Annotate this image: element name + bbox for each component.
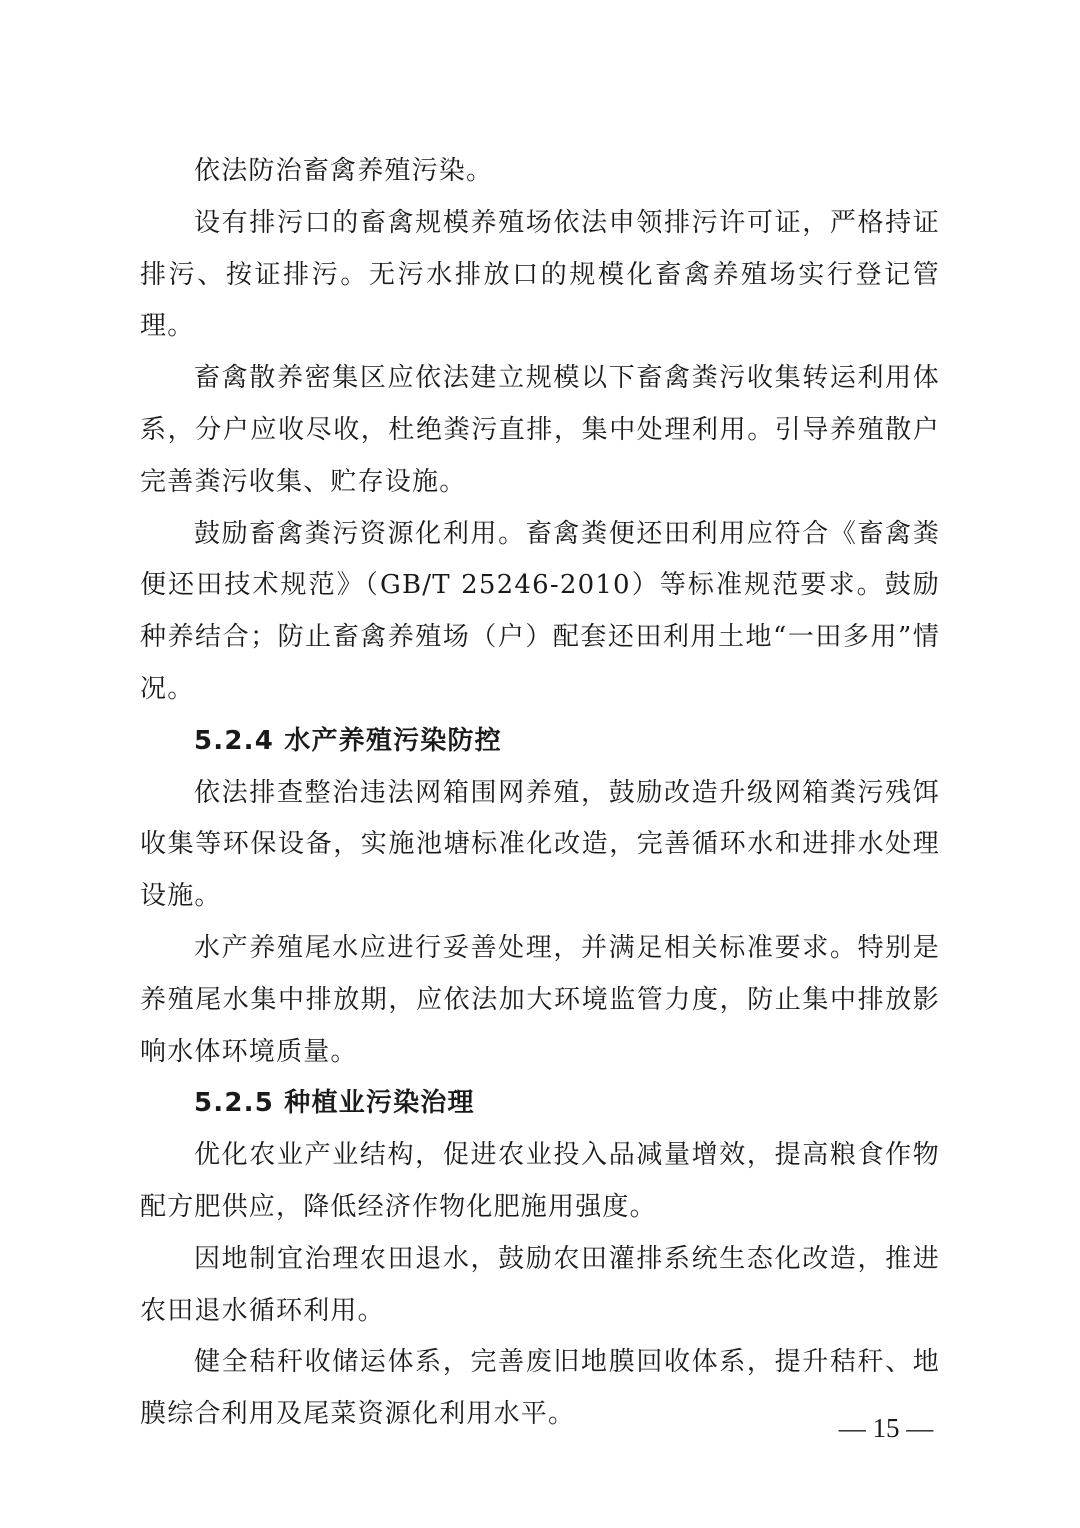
section-heading-5-2-5: 5.2.5 种植业污染治理: [194, 1088, 475, 1119]
paragraph: 鼓励畜禽粪污资源化利用。畜禽粪便还田利用应符合《畜禽粪便还田技术规范》（GB/T 25246-2010）等标准规范要求。鼓励种养结合；防止畜禽养殖场（户）配套还田利用土地“一田多用”情况。: [140, 518, 940, 704]
paragraph: 依法排查整治违法网箱围网养殖，鼓励改造升级网箱粪污残饵收集等环保设备，实施池塘标准化改造，完善循环水和进排水处理设施。: [140, 777, 940, 912]
paragraph: 水产养殖尾水应进行妥善处理，并满足相关标准要求。特别是养殖尾水集中排放期，应依法加大环境监管力度，防止集中排放影响水体环境质量。: [140, 932, 940, 1067]
paragraph: 健全秸秆收储运体系，完善废旧地膜回收体系，提升秸秆、地膜综合利用及尾菜资源化利用水平。: [140, 1347, 940, 1430]
document-body: [140, 146, 940, 1441]
page-number: — 15 —: [838, 1413, 934, 1443]
paragraph: 优化农业产业结构，促进农业投入品减量增效，提高粮食作物配方肥供应，降低经济作物化肥施用强度。: [140, 1140, 940, 1222]
paragraph: 依法防治畜禽养殖污染。: [194, 156, 494, 186]
paragraph: 因地制宜治理农田退水，鼓励农田灌排系统生态化改造，推进农田退水循环利用。: [140, 1243, 940, 1326]
paragraph: 设有排污口的畜禽规模养殖场依法申领排污许可证，严格持证排污、按证排污。无污水排放口的规模化畜禽养殖场实行登记管理。: [140, 207, 940, 342]
paragraph: 畜禽散养密集区应依法建立规模以下畜禽粪污收集转运利用体系，分户应收尽收，杜绝粪污直排，集中处理利用。引导养殖散户完善粪污收集、贮存设施。: [140, 363, 940, 497]
section-heading-5-2-4: 5.2.4 水产养殖污染防控: [194, 725, 502, 756]
